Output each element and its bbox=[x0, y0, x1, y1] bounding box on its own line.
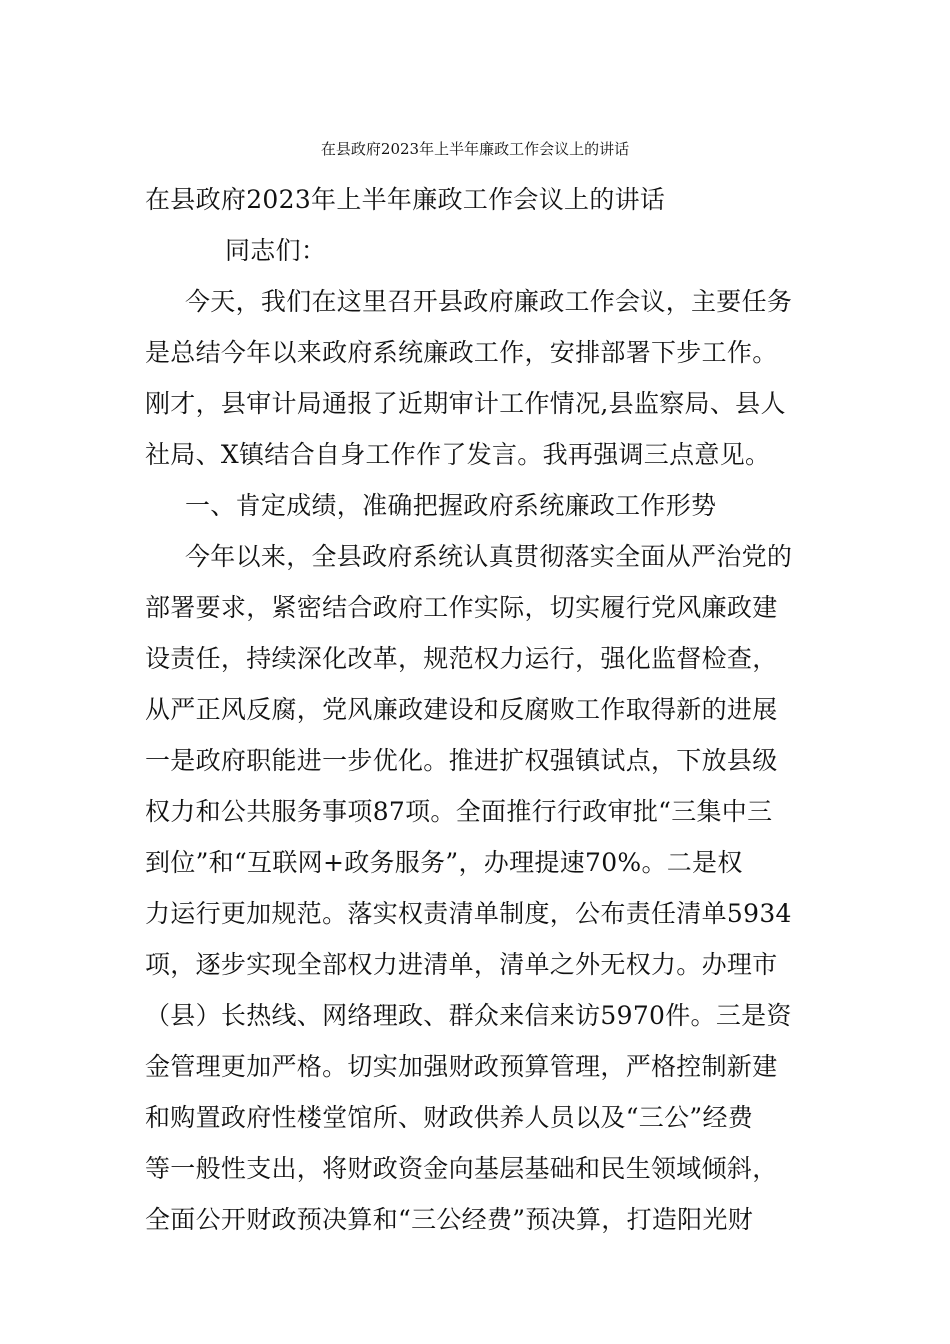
paragraph-line: 和购置政府性楼堂馆所、财政供养人员以及“三公”经费 bbox=[145, 1103, 754, 1132]
section-heading: 一、肯定成绩，准确把握政府系统廉政工作形势 bbox=[185, 491, 717, 520]
paragraph-line: 全面公开财政预决算和“三公经费”预决算，打造阳光财 bbox=[145, 1205, 754, 1234]
document-title: 在县政府2023年上半年廉政工作会议上的讲话 bbox=[320, 140, 630, 158]
paragraph-line: 是总结今年以来政府系统廉政工作，安排部署下步工作。 bbox=[145, 338, 778, 367]
paragraph-line: 到位”和“互联网+政务服务”，办理提速70%。二是权 bbox=[145, 848, 743, 877]
paragraph-line: 权力和公共服务事项87项。全面推行行政审批“三集中三 bbox=[145, 797, 773, 826]
paragraph-line: 力运行更加规范。落实权责清单制度，公布责任清单5934 bbox=[145, 899, 792, 928]
paragraph-line: 一是政府职能进一步优化。推进扩权强镇试点，下放县级 bbox=[145, 746, 778, 775]
paragraph-line: 金管理更加严格。切实加强财政预算管理，严格控制新建 bbox=[145, 1052, 778, 1081]
paragraph-line: 等一般性支出，将财政资金向基层基础和民生领域倾斜， bbox=[145, 1154, 778, 1183]
paragraph-line: 今天，我们在这里召开县政府廉政工作会议，主要任务 bbox=[185, 287, 793, 316]
paragraph-line: 今年以来，全县政府系统认真贯彻落实全面从严治党的 bbox=[185, 542, 793, 571]
paragraph-line: 项，逐步实现全部权力进清单，清单之外无权力。办理市 bbox=[145, 950, 778, 979]
paragraph-line: 设责任，持续深化改革，规范权力运行，强化监督检查， bbox=[145, 644, 778, 673]
document-subtitle: 在县政府2023年上半年廉政工作会议上的讲话 bbox=[145, 185, 666, 214]
paragraph-line: 刚才，县审计局通报了近期审计工作情况,县监察局、县人 bbox=[145, 389, 786, 418]
paragraph-line: 社局、X镇结合自身工作作了发言。我再强调三点意见。 bbox=[145, 440, 771, 469]
paragraph-line: 从严正风反腐，党风廉政建设和反腐败工作取得新的进展 bbox=[145, 695, 778, 724]
greeting: 同志们： bbox=[225, 236, 327, 265]
paragraph-line: （县）长热线、网络理政、群众来信来访5970件。三是资 bbox=[145, 1001, 792, 1030]
paragraph-line: 部署要求，紧密结合政府工作实际，切实履行党风廉政建 bbox=[145, 593, 778, 622]
